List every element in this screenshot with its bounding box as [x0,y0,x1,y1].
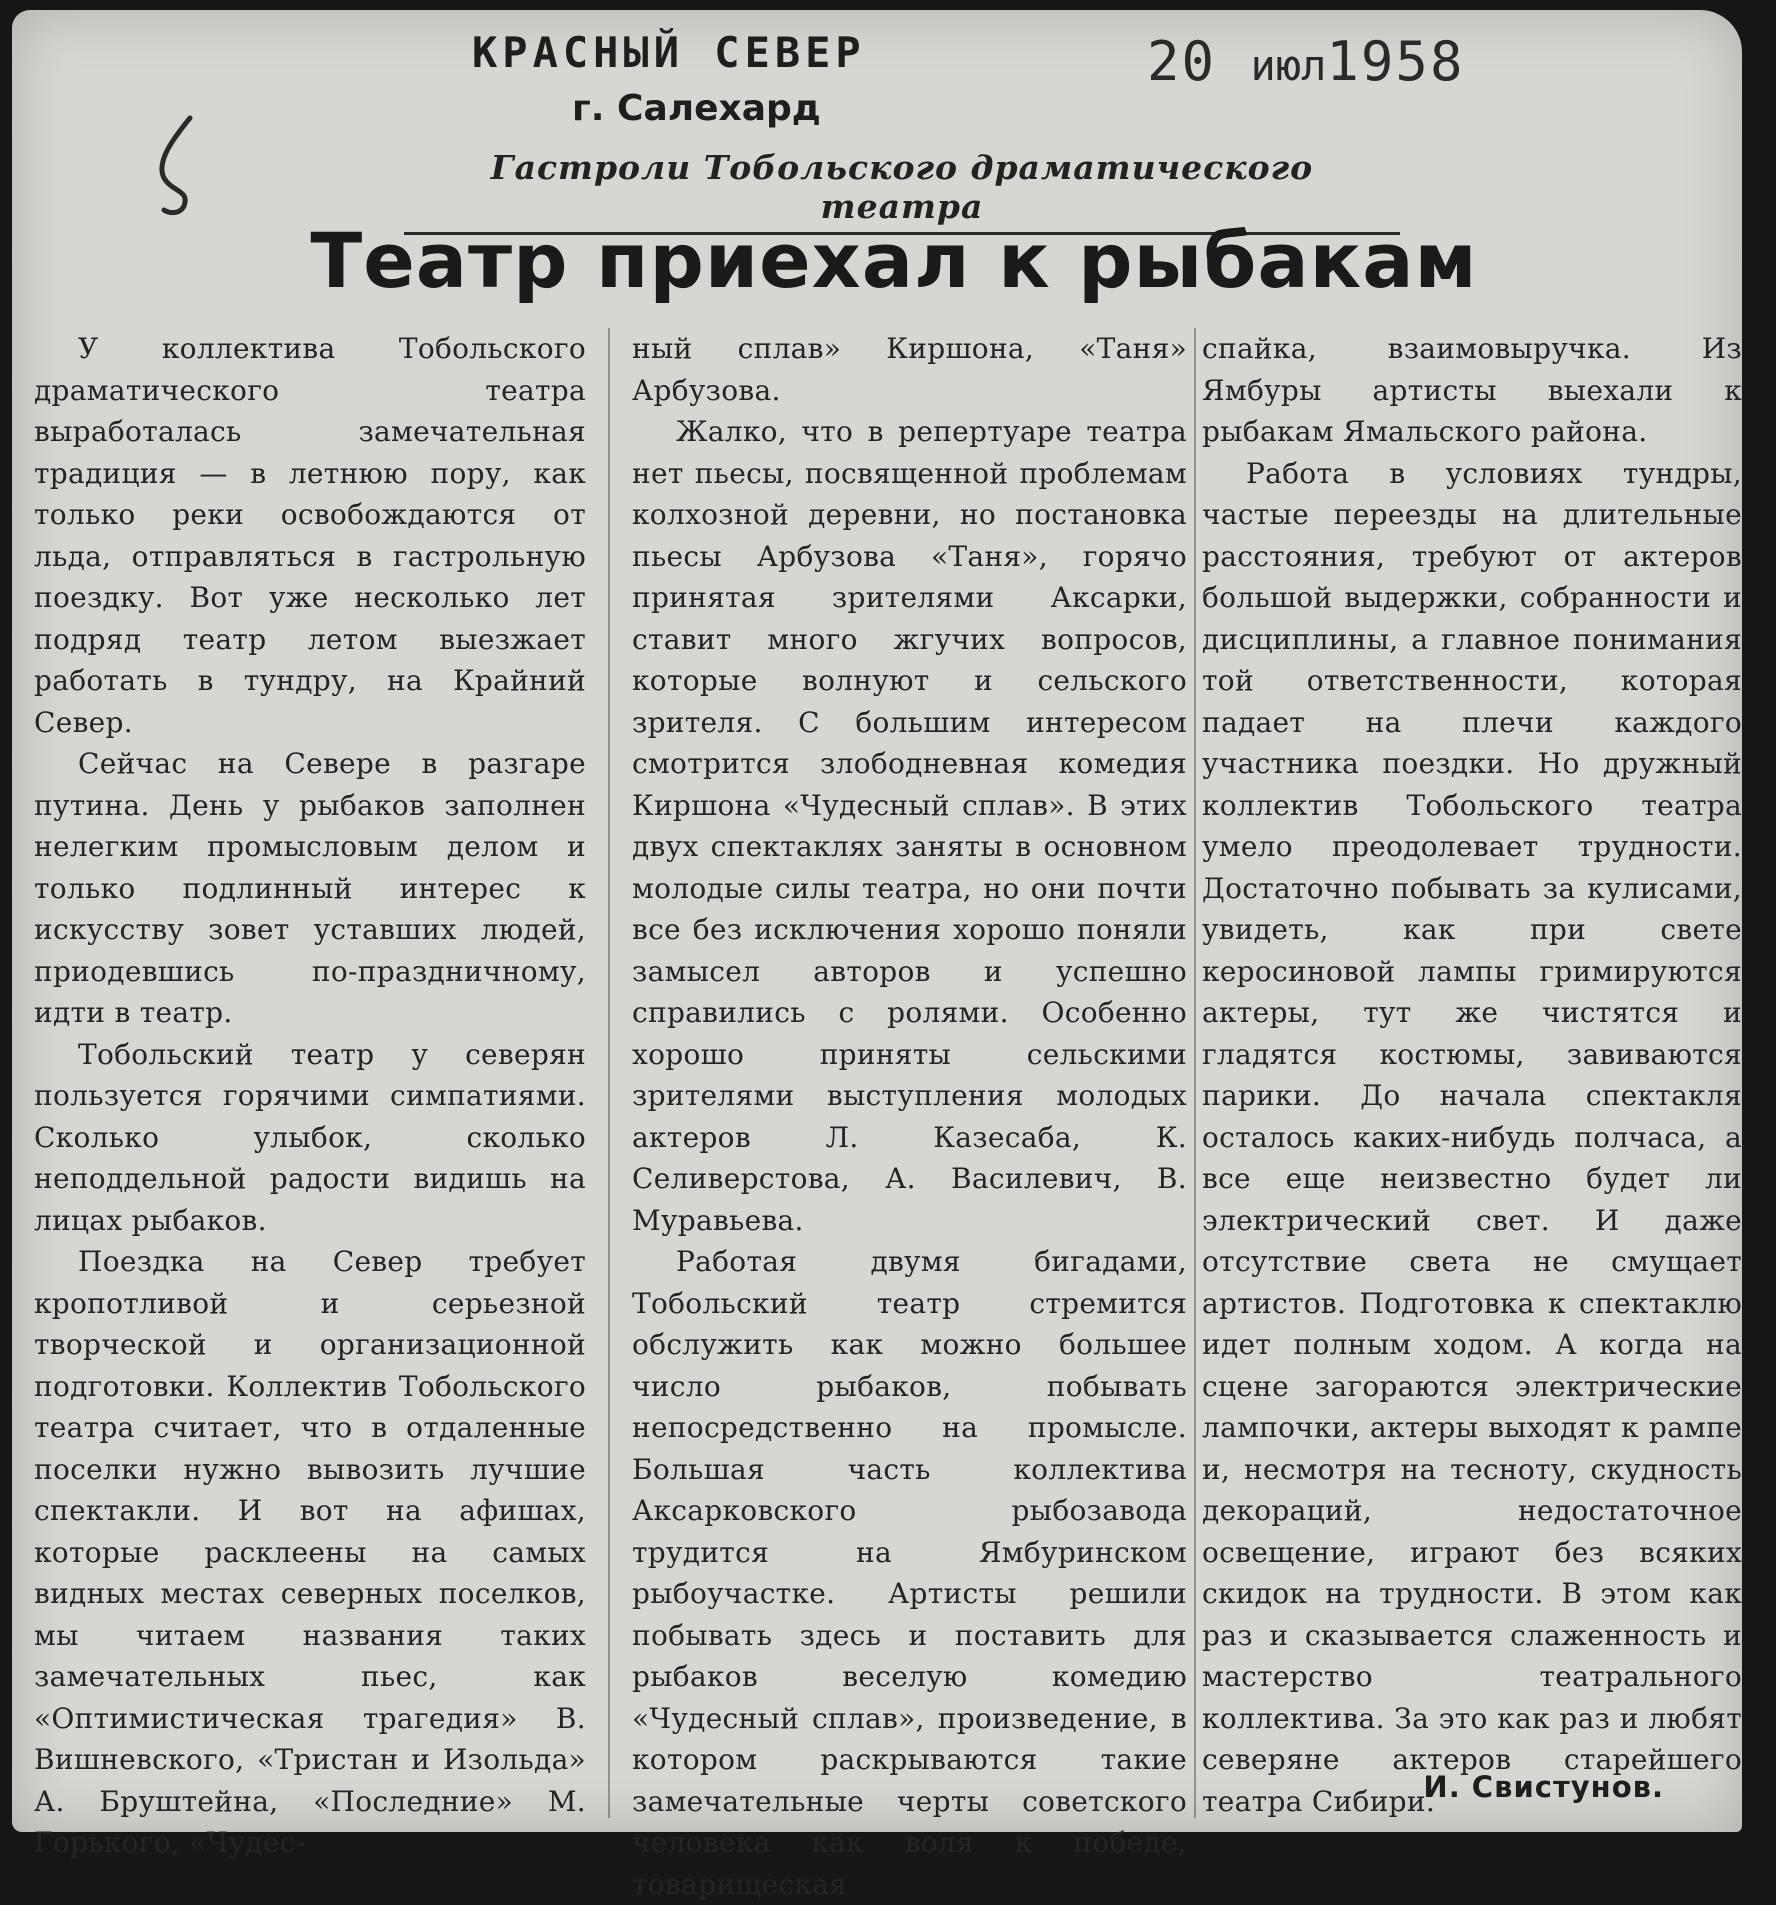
column-divider [1194,328,1196,1818]
paragraph: Работая двумя бигадами, Тобольский театр стремится обслужить как можно большее число рыбаков, побывать непосредственно на промысле. Большая часть коллектива Аксарковского рыбозавода трудится на Ямбуринском рыбоучастке. Артисты решили побывать здесь и поставить для рыбаков веселую комедию «Чудесный сплав», произведение, в котором раскрываются такие замечательные черты советского человека как воля к победе, товарищеская [632,1245,1187,1901]
paragraph: Поездка на Север требует кропотливой и серьезной творческой и организационной подготовки. Коллектив Тобольского театра считает, что в отдаленные поселки нужно вывозить лучшие спектакли. И вот на афишах, которые расклеены на самых видных местах северных поселков, мы читаем названия таких замечательных пьес, как «Оптимистическая трагедия» В. Вишневского, «Тристан и Изольда» А. Бруштейна, «Последние» М. Горького, «Чудес- [34,1245,586,1859]
paragraph: спайка, взаимовыручка. Из Ямбуры артисты выехали к рыбакам Ямальского района. [1202,332,1742,448]
rubric-heading: Гастроли Тобольского драматического театра [404,148,1400,235]
stamp-month: июл [1250,41,1327,90]
author-signature: И. Свистунов. [1423,1770,1664,1804]
newspaper-clipping [12,10,1742,1901]
paragraph: Сейчас на Севере в разгаре путина. День у рыбаков заполнен нелегким промысловым делом и только подлинный интерес к искусству зовет уставших людей, приодевшись по-праздничному, идти в театр. [34,747,586,1029]
article-headline: Театр приехал к рыбакам [310,216,1478,305]
date-stamp [1147,30,1464,93]
paragraph: ный сплав» Киршона, «Таня» Арбузова. [632,332,1187,407]
article-column-3 [1202,328,1742,1822]
stamp-year: 1958 [1326,30,1465,93]
paragraph: У коллектива Тобольского драматического театра выработалась замечательная традиция — в летнюю пору, как только реки освобождаются от льда, отправляться в гастрольную поездку. Вот уже несколько лет подряд театр летом выезжает работать в тундру, на Крайний Север. [34,332,586,739]
paragraph: Тобольский театр у северян пользуется горячими симпатиями. Сколько улыбок, сколько неподдельной радости видишь на лицах рыбаков. [34,1037,586,1237]
paragraph: Жалко, что в репертуаре театра нет пьесы, посвященной проблемам колхозной деревни, но постановка пьесы Арбузова «Таня», горячо принятая зрителями Аксарки, ставит много жгучих вопросов, которые волнуют и сельского зрителя. С большим интересом смотрится злободневная комедия Киршона «Чудесный сплав». В этих двух спектаклях заняты в основном молодые силы театра, но они почти все без исключения хорошо поняли замысел авторов и успешно справились с ролями. Особенно хорошо приняты сельскими зрителями выступления молодых актеров Л. Казесаба, К. Селиверстова, А. Василевич, В. Муравьева. [632,415,1187,1237]
column-divider [608,328,610,1818]
paragraph: Работа в условиях тундры, частые переезды на длительные расстояния, требуют от актеров большой выдержки, собранности и дисциплины, а главное понимания той ответственности, которая падает на плечи каждого участника поездки. Но дружный коллектив Тобольского театра умело преодолевает трудности. Достаточно побывать за кулисами, увидеть, как при свете керосиновой лампы гримируются актеры, тут же чистятся и гладятся костюмы, завиваются парики. До начала спектакля осталось каких-нибудь полчаса, а все еще неизвестно будет ли электрический свет. И даже отсутствие света не смущает артистов. Подготовка к спектаклю идет полным ходом. А когда на сцене загораются электрические лампочки, актеры выходят к рампе и, несмотря на тесноту, скудность декораций, недостаточное освещение, играют без всяких скидок на трудности. В этом как раз и сказывается слаженность и мастерство театрального коллектива. За это как раз и любят северяне актеров старейшего театра Сибири. [1202,456,1742,1818]
stamp-day: 20 [1147,30,1217,93]
handwritten-number-mark [150,110,210,220]
article-column-2 [632,328,1187,1905]
article-column-1 [34,328,586,1864]
article-body [34,328,1744,1901]
newspaper-name: КРАСНЫЙ СЕВЕР [472,28,866,77]
newspaper-city: г. Салехард [572,88,821,129]
